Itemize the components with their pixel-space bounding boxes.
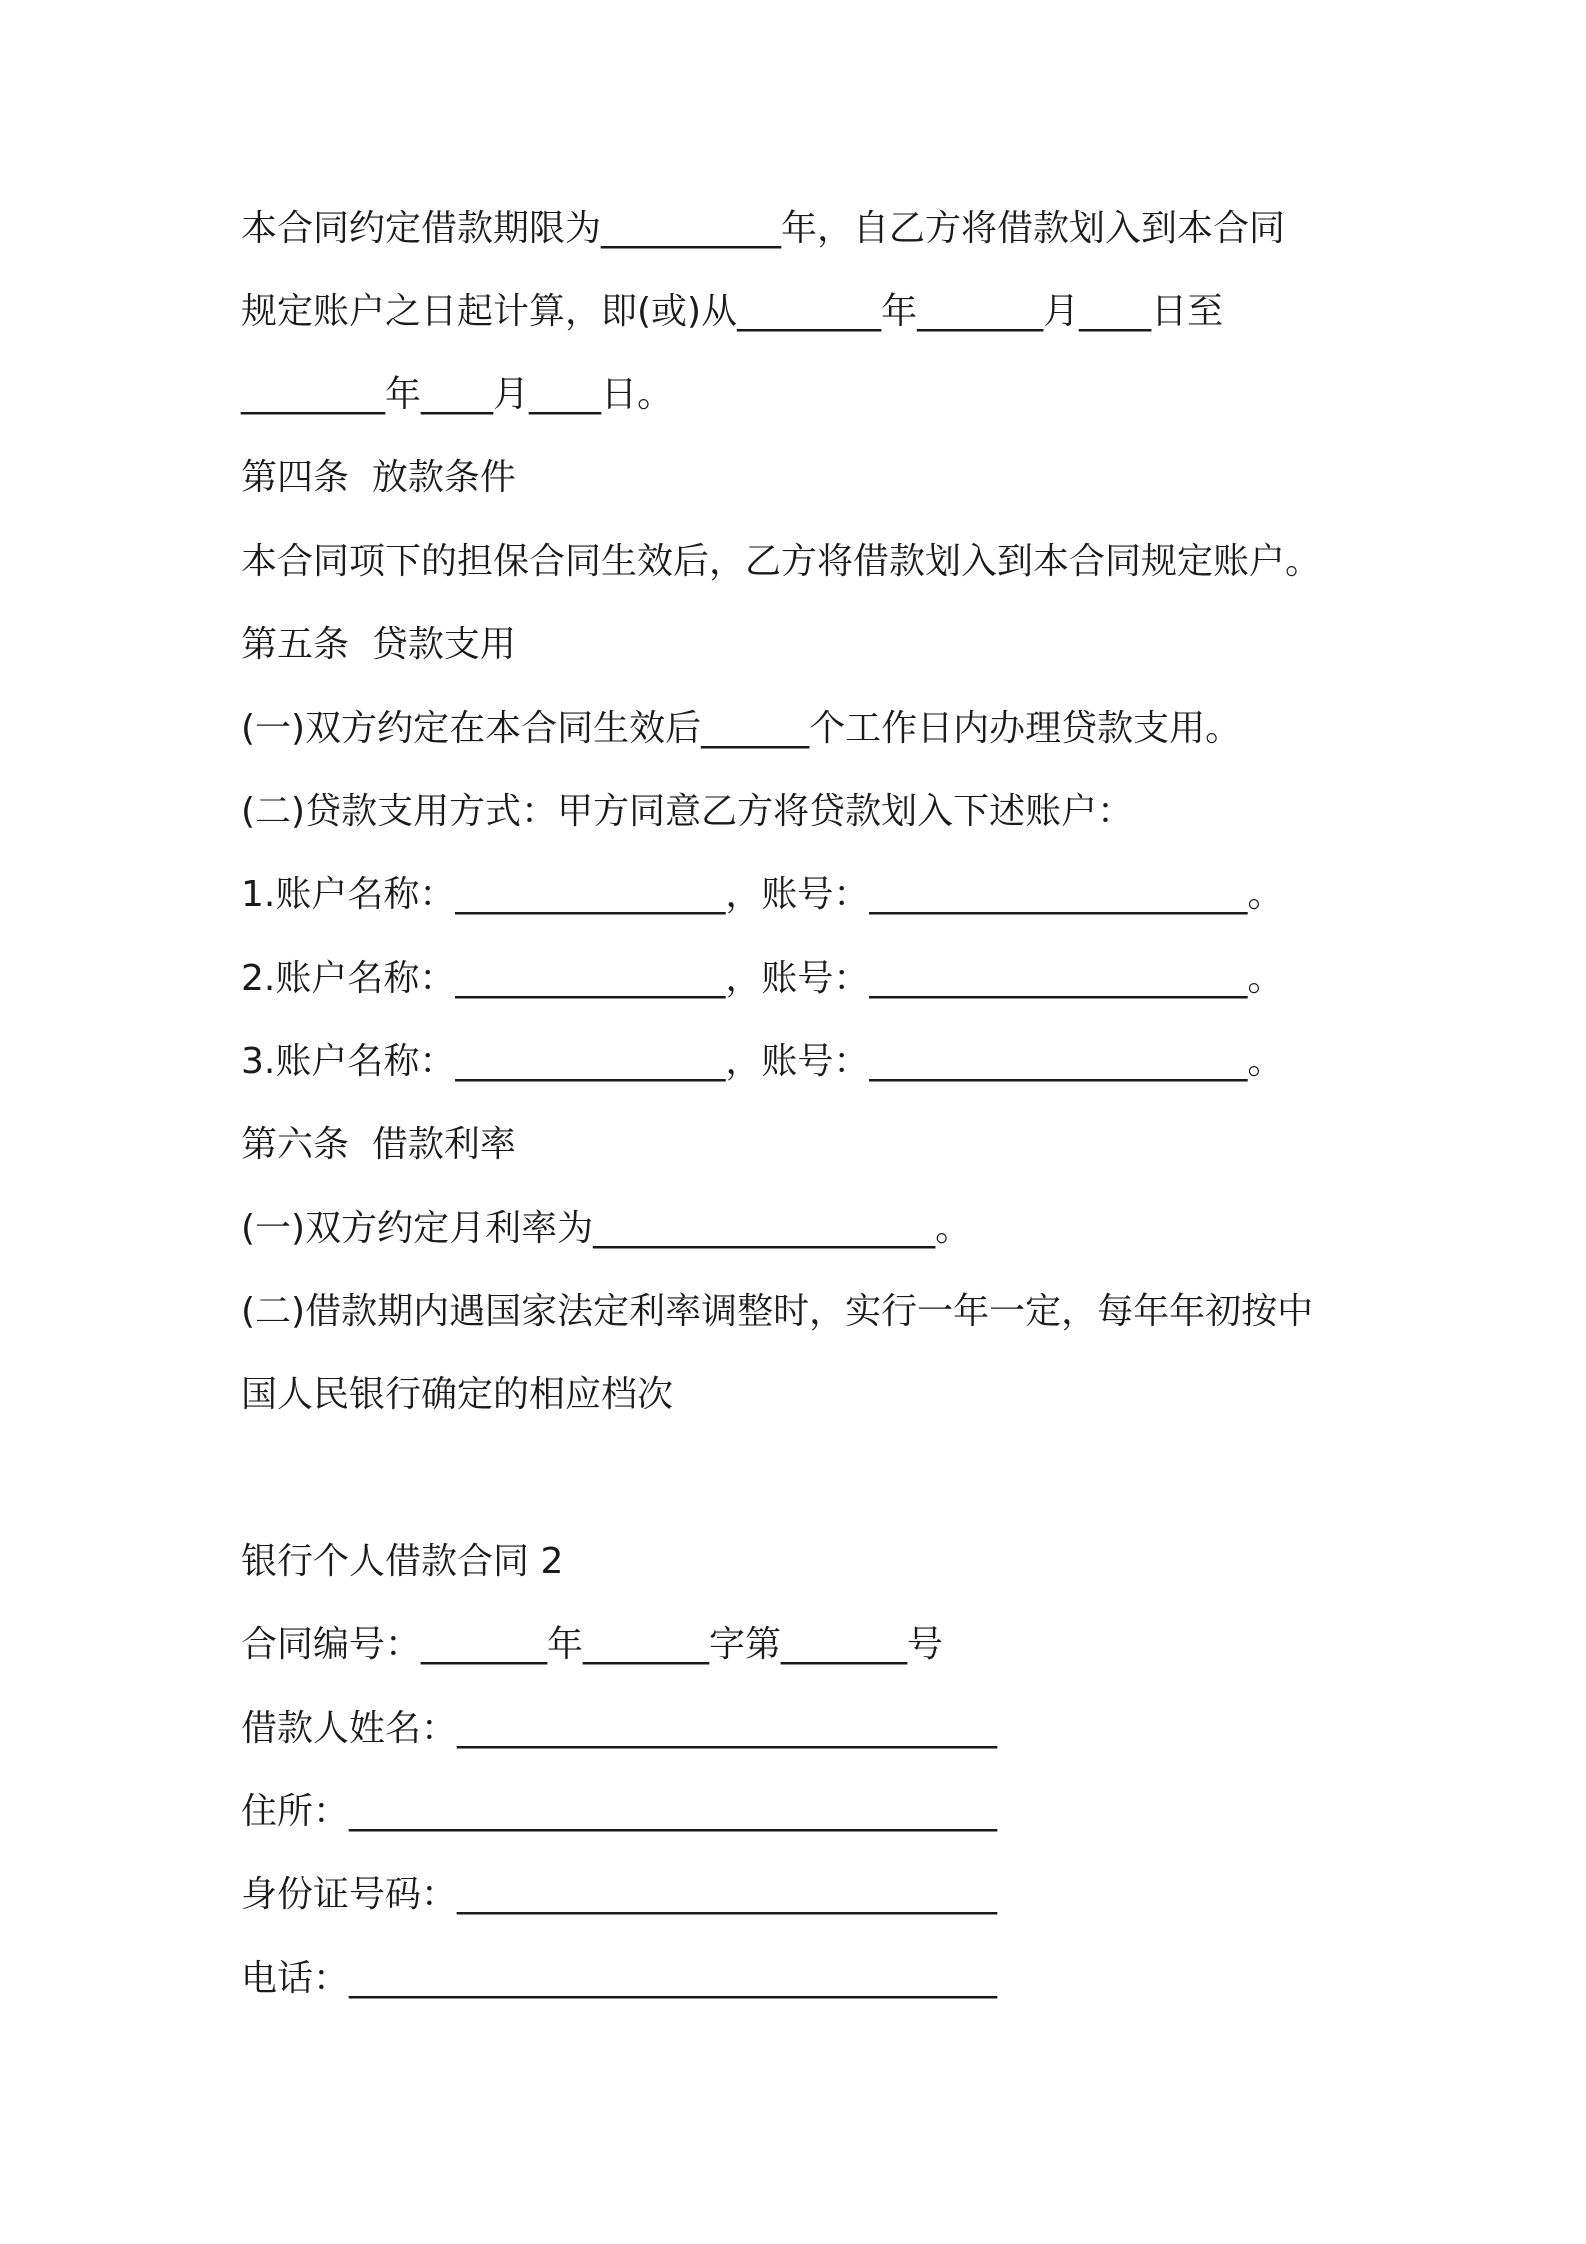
- article-6-clause-2-line-1: (二)借款期内遇国家法定利率调整时，实行一年一定，每年年初按中: [241, 1291, 1314, 1332]
- account-line-1: 1.账户名称：_______________，账号：_____________________。: [241, 874, 1284, 915]
- loan-term-line-3: ________年____月____日。: [241, 374, 674, 415]
- borrower-name-line: 借款人姓名：______________________________: [241, 1708, 998, 1749]
- article-5-clause-2: (二)贷款支用方式：甲方同意乙方将贷款划入下述账户：: [241, 791, 1134, 832]
- article-6-heading: 第六条 借款利率: [241, 1124, 516, 1165]
- address-line: 住所：____________________________________: [241, 1791, 998, 1832]
- id-number-line: 身份证号码：______________________________: [241, 1874, 998, 1915]
- account-line-2: 2.账户名称：_______________，账号：_____________________。: [241, 958, 1284, 999]
- contract-2-title: 银行个人借款合同 2: [241, 1541, 564, 1582]
- article-6-clause-1: (一)双方约定月利率为___________________。: [241, 1208, 972, 1249]
- account-line-3: 3.账户名称：_______________，账号：_____________________。: [241, 1041, 1284, 1082]
- loan-term-line-2: 规定账户之日起计算，即(或)从________年_______月____日至: [241, 291, 1224, 332]
- loan-term-line-1: 本合同约定借款期限为__________年，自乙方将借款划入到本合同: [241, 208, 1286, 249]
- article-4-text: 本合同项下的担保合同生效后，乙方将借款划入到本合同规定账户。: [241, 541, 1322, 582]
- phone-line: 电话：____________________________________: [241, 1958, 998, 1999]
- contract-number-line: 合同编号：_______年_______字第_______号: [241, 1624, 944, 1665]
- article-4-heading: 第四条 放款条件: [241, 457, 516, 498]
- article-5-clause-1: (一)双方约定在本合同生效后______个工作日内办理贷款支用。: [241, 708, 1242, 749]
- article-6-clause-2-line-2: 国人民银行确定的相应档次: [241, 1374, 674, 1415]
- article-5-heading: 第五条 贷款支用: [241, 624, 516, 665]
